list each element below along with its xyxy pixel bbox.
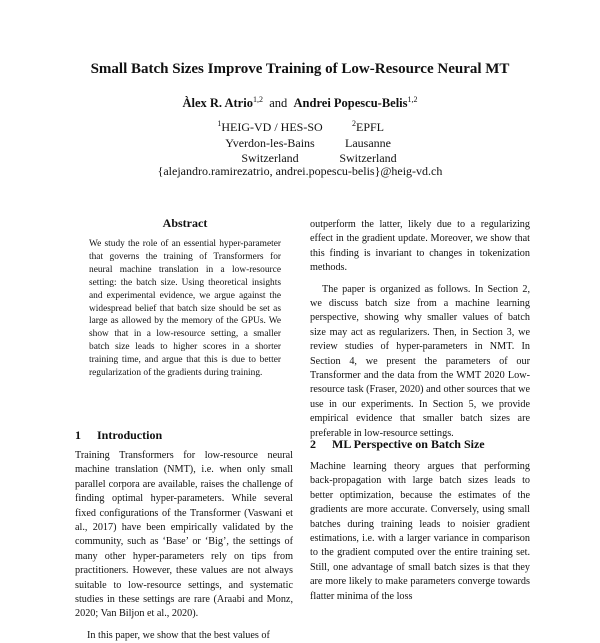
paper-title: Small Batch Sizes Improve Training of Low-Resource Neural MT (90, 61, 510, 77)
affiliation-line: Lausanne (345, 135, 391, 150)
affiliation-mark: 2 (351, 119, 356, 128)
abstract-heading: Abstract (162, 216, 208, 230)
paragraph: Training Transformers for low-resource neural machine translation (NMT), i.e. when only small parallel corpora are available, raises the challenge of finding optimal hyper-parameters. While several fixed configurations of the Transformer (Vaswani et al., 2017) have been empirically validated by the community, such as ‘Base’ or ‘Big’, the settings of many other hyper-parameters rely on tips from practitioners. However, these values are not always suitable to low-resource settings, and systematic studies in these settings are rare (Araabi and Monz, 2020; Van Biljon et al., 2020). (75, 450, 293, 620)
section-number: 2 (310, 437, 316, 451)
abstract-text: We study the role of an essential hyper-parameter that governs the training of Transformers for neural machine translation in a low-resource setting: the batch size. Using theoretical insights and experimental evidence, we argue against the widespread belief that batch size should be set as large as allowed by the memory of the GPUs. We show that in a low-resource setting, a smaller batch size leads to higher scores in a shorter training time, and argue that this is due to better regularization of the gradients during training. (89, 239, 281, 379)
paragraph: The paper is organized as follows. In Section 2, we discuss batch size from a machine learning perspective, showing why smaller values of batch size may act as regularizers. Then, in Section 3, we review studies of hyper-parameters in NMT. In Section 4, we present the parameters of our Transformer and the data from the WMT 2020 Low-resource task (Fraser, 2020) and other sources that we use in our experiments. In Section 5, we provide empirical evidence that smaller batch sizes are preferable in low-resource settings. (310, 283, 530, 439)
author-name: Andrei Popescu-Belis (293, 96, 408, 110)
author-list (0, 96, 600, 111)
paragraph: In this paper, we show that the best values of (87, 629, 270, 641)
section-2-body (310, 460, 530, 604)
paragraph: outperform the latter, likely due to a regularizing effect in the gradient update. Moreover, we show that this finding is invariant to changes in tokenization methods. (310, 219, 530, 274)
author-email: {alejandro.ramirezatrio, andrei.popescu-belis}@heig-vd.ch (157, 164, 443, 178)
author-affiliation-mark: 1,2 (252, 94, 263, 104)
author-separator: and (269, 96, 288, 110)
affiliation-1 (215, 120, 325, 167)
section-title: Introduction (97, 428, 163, 442)
affiliation-line: Switzerland (339, 151, 397, 165)
affiliation-mark: 1 (217, 119, 222, 128)
right-column-body (310, 218, 530, 441)
affiliation-line: Yverdon-les-Bains (225, 135, 315, 150)
left-column-body (75, 449, 293, 643)
affiliation-line: HEIG-VD / HES-SO (221, 120, 323, 134)
author-name: Àlex R. Atrio (182, 96, 253, 110)
section-number: 1 (75, 428, 81, 442)
section-heading-ml-perspective (310, 437, 485, 452)
section-title: ML Perspective on Batch Size (332, 437, 485, 451)
paragraph: Machine learning theory argues that performing back-propagation with large batch sizes leads to better optimization, because the estimates of the gradients are more accurate. Conversely, using small batches during training leads to noisier gradient estimations, i.e. with a larger variance in comparison to the gradient computed over the entire training set. Still, one advantage of small batch sizes is that they are more likely to make parameters converge towards flatter minima of the loss (310, 461, 530, 602)
affiliation-line: EPFL (355, 120, 384, 134)
affiliation-2 (318, 120, 418, 167)
section-heading-introduction (75, 428, 162, 443)
affiliation-line: Switzerland (241, 151, 299, 165)
author-affiliation-mark: 1,2 (407, 94, 418, 104)
